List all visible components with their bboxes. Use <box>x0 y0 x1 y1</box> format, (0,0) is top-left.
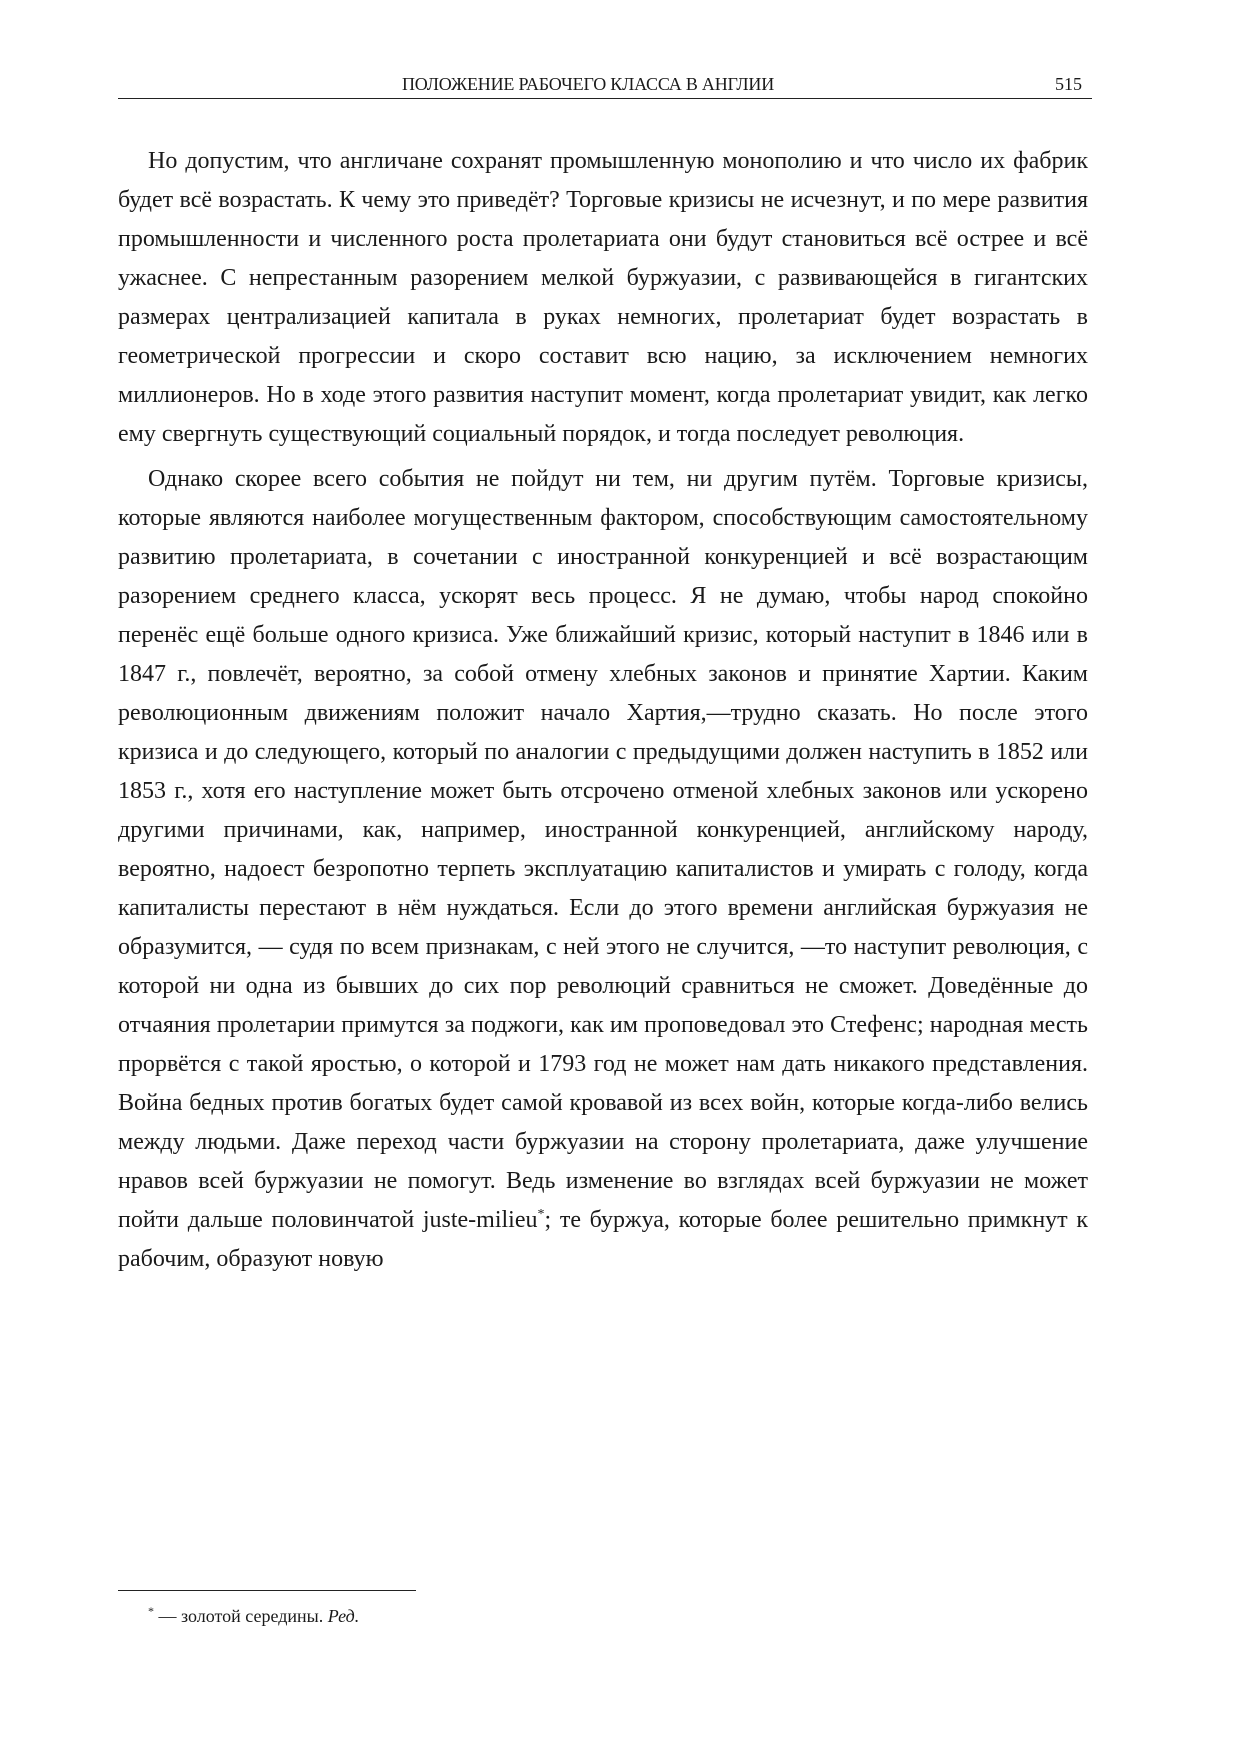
running-title: ПОЛОЖЕНИЕ РАБОЧЕГО КЛАССА В АНГЛИИ <box>402 74 774 94</box>
paragraph-2-text-b: ; те буржуа, которые более решительно примкнут к рабочим, образуют новую <box>118 1207 1088 1272</box>
footnote <box>148 1604 359 1628</box>
footnote-text: — золотой середины. <box>154 1606 328 1626</box>
running-header <box>118 74 1092 99</box>
paragraph-2-text-a: Однако скорее всего события не пойдут ни тем, ни другим путём. Торговые кризисы, которые являются наиболее могущественным фактором, способствующим самостоятельному развитию пролетариата, в сочетании с иностранной конкуренцией и всё возрастающим разорением среднего класса, ускорят весь процесс. Я не думаю, чтобы народ спокойно перенёс ещё больше одного кризиса. Уже ближайший кризис, который наступит в 1846 или в 1847 г., повлечёт, вероятно, за собой отмену хлебных законов и принятие Хартии. Каким революционным движениям положит начало Хартия,—трудно сказать. Но после этого кризиса и до следующего, который по аналогии с предыдущими должен наступить в 1852 или 1853 г., хотя его наступление может быть отсрочено отменой хлебных законов или ускорено другими причинами, как, например, иностранной конкуренцией, английскому народу, вероятно, надоест безропотно терпеть эксплуатацию капиталистов и умирать с голоду, когда капиталисты перестают в нём нуждаться. Если до этого времени английская буржуазия не образумится, — судя по всем признакам, с ней этого не случится, —то наступит революция, с которой ни одна из бывших до сих пор революций сравниться не сможет. Доведённые до отчаяния пролетарии примутся за поджоги, как им проповедовал это Стефенс; народная месть прорвётся с такой яростью, о которой и 1793 год не может нам дать никакого представления. Война бедных против богатых будет самой кровавой из всех войн, которые когда-либо велись между людьми. Даже переход части буржуазии на сторону пролетариата, даже улучшение нравов всей буржуазии не помогут. Ведь изменение во взглядах всей буржуазии не может пойти дальше половинчатой juste-milieu <box>118 466 1088 1233</box>
footnote-reference[interactable]: * <box>537 1207 545 1222</box>
paragraph-1: Но допустим, что англичане сохранят промышленную монополию и что число их фабрик будет всё возрастать. К чему это приведёт? Торговые кризисы не исчезнут, и по мере развития промышленности и численного роста пролетариата они будут становиться всё острее и всё ужаснее. С непрестанным разорением мелкой буржуазии, с развивающейся в гигантских размерах централизацией капитала в руках немногих, пролетариат будет возрастать в геометрической прогрессии и скоро составит всю нацию, за исключением немногих миллионеров. Но в ходе этого развития наступит момент, когда пролетариат увидит, как легко ему свергнуть существующий социальный порядок, и тогда последует революция. <box>118 148 1088 447</box>
footnote-divider <box>118 1590 416 1591</box>
footnote-marker: * <box>148 1604 154 1618</box>
main-text <box>118 142 1088 1279</box>
footnote-editor-note: Ред. <box>327 1606 360 1626</box>
page-number: 515 <box>1055 74 1082 94</box>
paragraph-2 <box>118 460 1088 1279</box>
